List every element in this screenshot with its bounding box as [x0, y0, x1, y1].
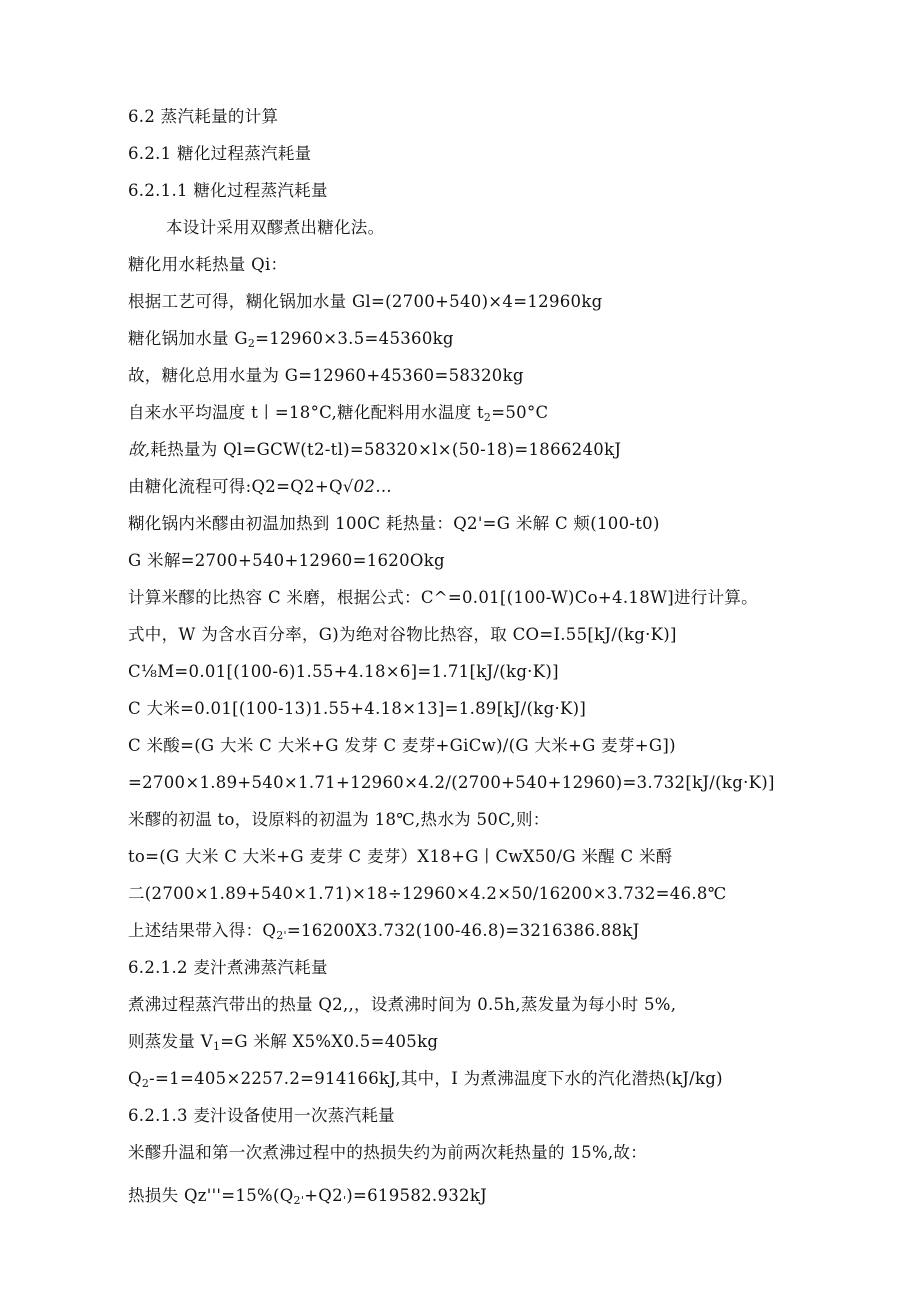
- section-heading-6-2-1: 6.2.1 糖化过程蒸汽耗量: [128, 144, 312, 163]
- paragraph-line: to=(G 大米 C 大米+G 麦芽 C 麦芽）X18+G丨CwX50/G 米醒 C 米酹: [128, 847, 673, 866]
- section-heading-6-2: 6.2 蒸汽耗量的计算: [128, 107, 279, 126]
- paragraph-line: 二(2700×1.89+540×1.71)×18÷12960×4.2×50/16200×3.732=46.8℃: [128, 884, 727, 903]
- paragraph-line: G 米解=2700+540+12960=1620Okg: [128, 551, 445, 570]
- paragraph-line: 式中，W 为含水百分率，G)为绝对谷物比热容，取 CO=I.55[kJ/(kg·K)]: [128, 625, 677, 644]
- paragraph-line: 自来水平均温度 t丨=18°C,糖化配料用水温度 $t_2=50^\circ C$: [128, 403, 549, 424]
- section-heading-6-2-1-3: 6.2.1.3 麦汁设备使用一次蒸汽耗量: [128, 1106, 395, 1125]
- paragraph-line: 糊化锅内米醪由初温加热到 100C 耗热量：Q2'=G 米解 C 颊(100-t0): [128, 514, 660, 533]
- paragraph-line: 则蒸发量 $V_1=G$ 米解 X5%X0.5=405kg: [128, 1032, 439, 1053]
- paragraph-line: 故,耗热量为 Ql=GCW(t2-tl)=58320×l×(50-18)=1866240kJ: [128, 440, 622, 459]
- paragraph-line: 故，糖化总用水量为 G=12960+45360=58320kg: [128, 366, 524, 385]
- paragraph-line: C 大米=0.01[(100-13)1.55+4.18×13]=1.89[kJ/(kg·K)]: [128, 699, 587, 718]
- paragraph-line: 米醪升温和第一次煮沸过程中的热损失约为前两次耗热量的 15%,故：: [128, 1143, 648, 1162]
- paragraph-line: 根据工艺可得，糊化锅加水量 Gl=(2700+540)×4=12960kg: [128, 292, 603, 311]
- paragraph-line: 由糖化流程可得:Q2=Q2+Q√02…: [128, 477, 393, 496]
- paragraph-line: 糖化用水耗热量 Qi：: [128, 255, 288, 274]
- paragraph-line: 糖化锅加水量 $G_2=12960\times 3.5=45360kg$: [128, 329, 454, 350]
- paragraph-line: C 米酸=(G 大米 C 大米+G 发芽 C 麦芽+GiCw)/(G 大米+G 麦芽+G]): [128, 736, 676, 755]
- paragraph-line: 本设计采用双醪煮出糖化法。: [166, 218, 385, 237]
- paragraph-line: 计算米醪的比热容 C 米磨，根据公式：C^=0.01[(100-W)Co+4.18W]进行计算。: [128, 588, 758, 607]
- paragraph-line: 上述结果带入得：$Q_{2'}=16200X3.732(100-46.8)=3216386.88kJ$: [128, 921, 640, 942]
- section-heading-6-2-1-2: 6.2.1.2 麦汁煮沸蒸汽耗量: [128, 958, 328, 977]
- paragraph-line: 煮沸过程蒸汽带出的热量 Q2,,，设煮沸时间为 0.5h,蒸发量为每小时 5%,: [128, 995, 677, 1014]
- section-heading-6-2-1-1: 6.2.1.1 糖化过程蒸汽耗量: [128, 181, 328, 200]
- paragraph-line: $Q_2-=1=405\times 2257.2=914166kJ$,其中，I 为煮沸温度下水的汽化潜热(kJ/kg): [128, 1069, 723, 1090]
- paragraph-line: 米醪的初温 to，设原料的初温为 18℃,热水为 50C,则：: [128, 810, 550, 829]
- paragraph-line: C⅛M=0.01[(100-6)1.55+4.18×6]=1.71[kJ/(kg·K)]: [128, 662, 559, 681]
- paragraph-line: =2700×1.89+540×1.71+12960×4.2/(2700+540+12960)=3.732[kJ/(kg·K)]: [128, 773, 775, 792]
- paragraph-line: 热损失 $Qz'''=15\%(Q_{2'}+Q2')=619582.932kJ$: [128, 1186, 488, 1207]
